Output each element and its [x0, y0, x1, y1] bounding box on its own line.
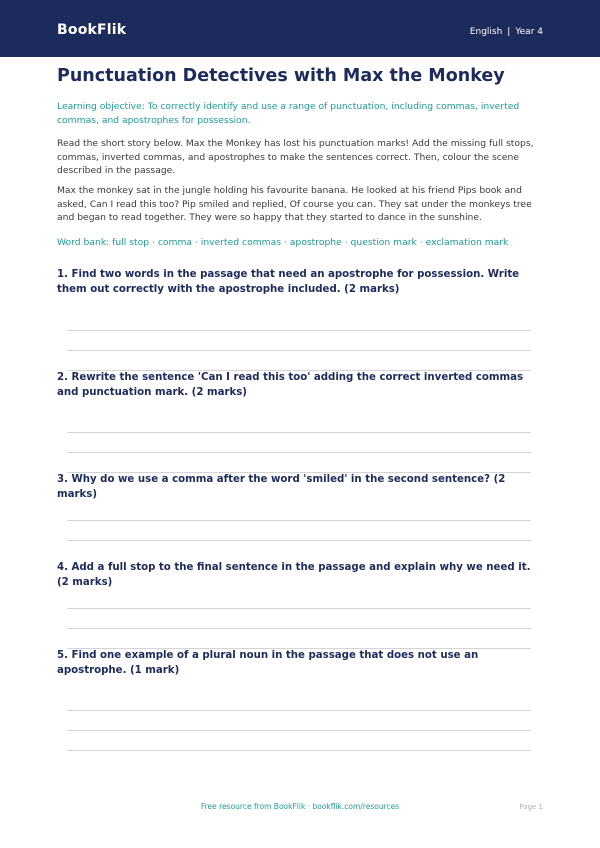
question-3: 3. Why do we use a comma after the word 'smiled' in the second sentence? (2 marks)	[57, 474, 506, 500]
question-5: 5. Find one example of a plural noun in the passage that does not use an apostrophe. (1 mark)	[57, 650, 479, 676]
question-4: 4. Add a full stop to the final sentence in the passage and explain why we need it. (2 marks)	[57, 562, 531, 588]
brand-logo[interactable]: BookFlik	[57, 22, 127, 38]
answer-line[interactable]	[67, 608, 531, 609]
year-label: Year 4	[515, 27, 543, 37]
answer-line[interactable]	[67, 330, 531, 331]
question-2: 2. Rewrite the sentence 'Can I read this too' adding the correct inverted commas and punctuation mark. (2 marks)	[57, 372, 524, 398]
subject-label: English	[469, 27, 503, 37]
meta-separator: |	[507, 27, 511, 37]
answer-line[interactable]	[67, 628, 531, 629]
answer-line[interactable]	[67, 730, 531, 731]
answer-line[interactable]	[67, 750, 531, 751]
story-passage: Max the monkey sat in the jungle holding his favourite banana. He looked at his friend Pips book and asked, Can I read this too? Pip smiled and replied, Of course you can. They sat under the monkeys tree and began to read together. They were so happy that they started to dance in the sunshine.	[57, 185, 532, 223]
question-1: 1. Find two words in the passage that need an apostrophe for possession. Write them out correctly with the apostrophe included. (2 marks)	[57, 269, 520, 295]
answer-line[interactable]	[67, 452, 531, 453]
learning-objective: Learning objective: To correctly identify and use a range of punctuation, including commas, inverted commas, and apostrophes for possession.	[57, 101, 520, 126]
answer-line[interactable]	[67, 710, 531, 711]
header-bar	[0, 0, 600, 57]
subject-year-label	[470, 27, 543, 37]
answer-line[interactable]	[67, 520, 531, 521]
answer-line[interactable]	[67, 350, 531, 351]
footer-resource-link[interactable]: Free resource from BookFlik · bookflik.com/resources	[200, 802, 400, 811]
page-title: Punctuation Detectives with Max the Monkey	[57, 66, 505, 86]
answer-line[interactable]	[67, 540, 531, 541]
word-bank: Word bank: full stop · comma · inverted commas · apostrophe · question mark · exclamation mark	[57, 237, 509, 248]
page-number: Page 1	[519, 803, 543, 811]
instructions-paragraph: Read the short story below. Max the Monkey has lost his punctuation marks! Add the missing full stops, commas, inverted commas, and apostrophes to make the sentences correct. Then, colour the scene described in the passage.	[57, 138, 534, 176]
answer-line[interactable]	[67, 432, 531, 433]
